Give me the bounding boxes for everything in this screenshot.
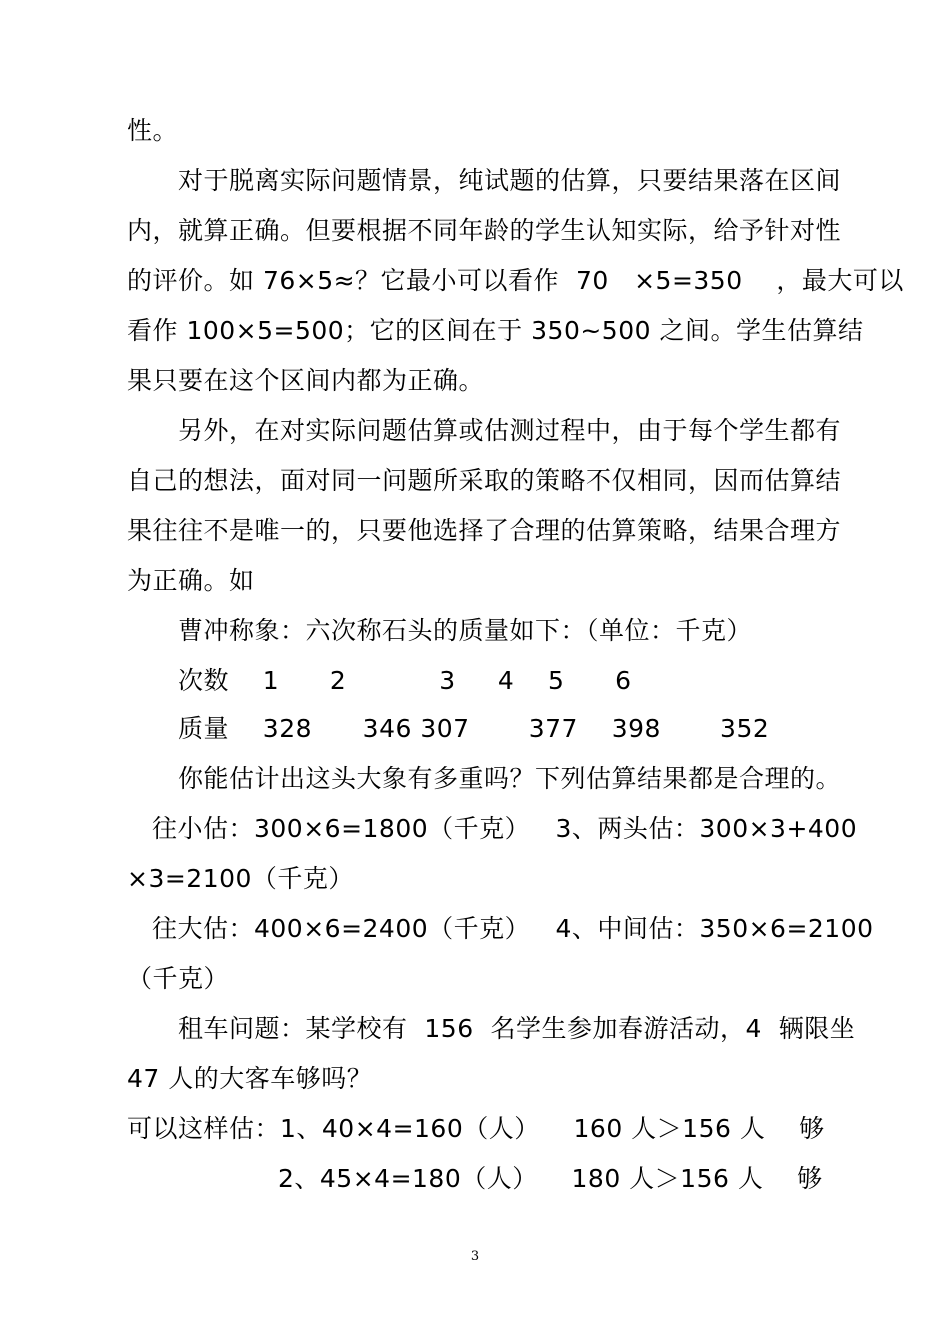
text-line: 果只要在这个区间内都为正确。 xyxy=(127,366,485,395)
text-line: 内，就算正确。但要根据不同年龄的学生认知实际，给予针对性 xyxy=(127,216,842,245)
text-line: 往大估：400×6=2400（千克） 4、中间估：350×6=2100 xyxy=(152,914,874,943)
text-line: （千克） xyxy=(127,964,230,993)
text-line: 看作 100×5=500；它的区间在于 350~500 之间。学生估算结 xyxy=(127,316,864,345)
text-line: 你能估计出这头大象有多重吗？下列估算结果都是合理的。 xyxy=(178,764,842,793)
text-line: 租车问题：某学校有 156 名学生参加春游活动，4 辆限坐 xyxy=(178,1014,856,1043)
table-row-count: 次数 1 2 3 4 5 6 xyxy=(178,666,632,695)
text-line: 另外，在对实际问题估算或估测过程中，由于每个学生都有 xyxy=(178,416,842,445)
text-line: 自己的想法，面对同一问题所采取的策略不仅相同，因而估算结 xyxy=(127,466,842,495)
page-number: 3 xyxy=(470,1249,480,1264)
text-line: 果往往不是唯一的，只要他选择了合理的估算策略，结果合理方 xyxy=(127,516,842,545)
text-line: 的评价。如 76×5≈？它最小可以看作 70 ×5=350 ，最大可以 xyxy=(127,266,904,295)
text-line: 往小估：300×6=1800（千克） 3、两头估：300×3+400 xyxy=(152,814,858,843)
text-line: 性。 xyxy=(127,116,179,145)
text-line: 对于脱离实际问题情景，纯试题的估算，只要结果落在区间 xyxy=(178,166,842,195)
text-line: ×3=2100（千克） xyxy=(127,864,354,893)
text-line: 47 人的大客车够吗？ xyxy=(127,1064,373,1093)
text-line: 可以这样估：1、40×4=160（人） 160 人＞156 人 够 xyxy=(127,1114,825,1143)
text-line: 曹冲称象：六次称石头的质量如下：（单位：千克） xyxy=(178,616,753,645)
table-row-mass: 质量 328 346 307 377 398 352 xyxy=(178,714,770,743)
text-line: 2、45×4=180（人） 180 人＞156 人 够 xyxy=(278,1164,823,1193)
text-line: 为正确。如 xyxy=(127,566,255,595)
